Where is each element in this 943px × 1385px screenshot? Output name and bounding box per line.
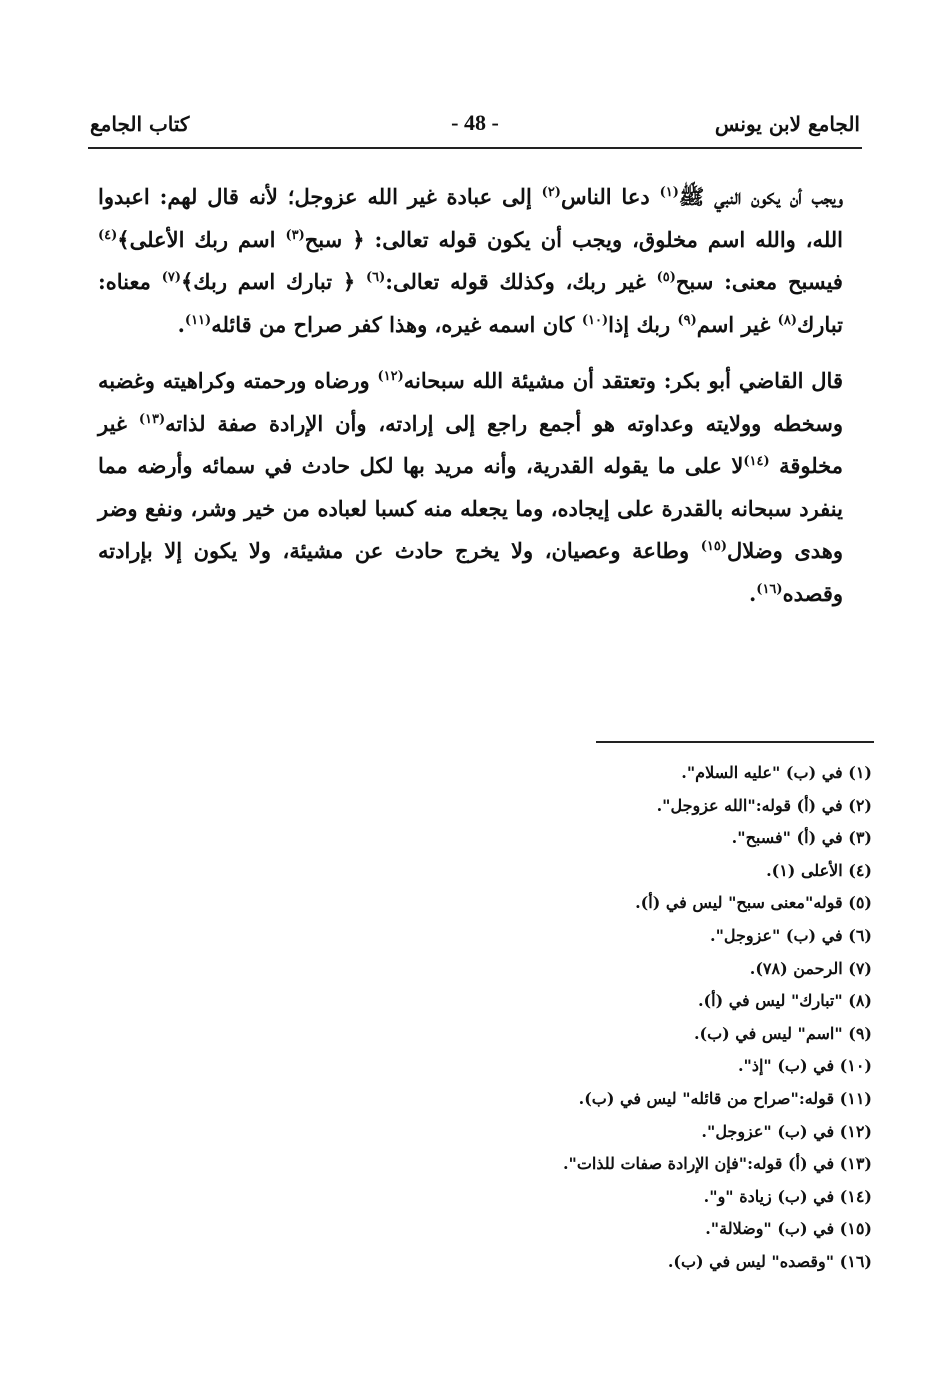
text-run: غير ربك، وكذلك قوله تعالى: (385, 269, 657, 294)
footnote-item: (١) في (ب) "عليه السلام". (681, 763, 872, 782)
footnote-item: (٦) في (ب) "عزوجل". (710, 925, 872, 945)
text-run: غير اسم (696, 311, 778, 337)
header-divider (88, 147, 862, 149)
main-text (98, 176, 843, 615)
footnotes (560, 757, 872, 1279)
footnote-item: (٥) قوله"معنى سبح" ليس في (أ). (635, 893, 872, 913)
text-run: كان اسمه غيره، وهذا كفر صراح من قائله (211, 311, 582, 337)
footnote-ref: (٧) (161, 270, 181, 285)
footnote-item: (١٤) في (ب) زيادة "و". (703, 1186, 872, 1206)
footnote-item: (١٢) في (ب) "عزوجل". (701, 1121, 872, 1141)
text-run: لا على ما يقوله القدرية، وأنه مريد بها لكل حادث في سمائه وأرضه مما ينفرد سبحانه بالقدرة على إيجاده، وما يجعله منه كسبا لعباده من خير وشر، ونفع وضر وهدى وضلال (98, 453, 843, 563)
footnote-item: (٨) "تبارك" ليس في (أ). (697, 991, 872, 1011)
footnote-item: (١٥) في (ب) "وضلالة". (705, 1219, 872, 1239)
page-number: - 48 - (451, 110, 499, 135)
footnote-list (560, 757, 872, 1279)
footnote-ref: (٣) (285, 227, 305, 243)
text-run: ربك إذا (608, 311, 678, 337)
text-run: قال القاضي أبو بكر: وتعتقد أن مشيئة الله سبحانه (403, 368, 843, 393)
footnote-item: (٤) الأعلى (١). (766, 860, 872, 880)
footnote-ref: (١١) (184, 312, 212, 328)
paragraph-1 (98, 176, 843, 346)
text-run: وطاعة وعصيان، ولا يخرج حادث عن مشيئة، ولا يكون إلا بإرادته وقصده (98, 538, 843, 606)
footnote-ref: (١٣) (138, 411, 166, 427)
footnote-item: (٢) في (أ) قوله:"الله عزوجل". (656, 795, 872, 815)
footnote-ref: (٢) (541, 185, 561, 200)
footnote-ref: (١٤) (743, 454, 770, 469)
text-run: ورضاه ورحمته وكراهيته وغضبه وسخطه وولايته وعداوته هو أجمع راجع إلى إرادته، وأن الإرادة صفة لذاته (98, 368, 843, 436)
text-run: اسم ربك الأعلى﴾ (117, 226, 286, 252)
footnote-divider (596, 741, 874, 743)
text-run: دعا الناس (560, 184, 660, 209)
text-run: فيسبح معنى: سبح (675, 269, 843, 294)
text-run: . (748, 580, 757, 606)
footnote-item: (٣) في (أ) "فسبح". (731, 828, 872, 848)
text-run: غير مخلوقة (98, 410, 843, 478)
footnote-ref: (٥) (656, 270, 676, 285)
footnote-ref: (٩) (677, 312, 697, 328)
running-header (90, 112, 860, 142)
text-run: إلى عبادة غير الله عزوجل؛ لأنه قال لهم: اعبدوا الله، والله اسم مخلوق، ويجب أن يكون قوله تعالى: ﴿ سبح (98, 184, 844, 252)
footnote-ref: (١٥) (700, 539, 727, 554)
paragraph-2 (98, 360, 843, 615)
footnote-item: (٩) "اسم" ليس في (ب). (693, 1023, 872, 1043)
text-run: ويجب أن يكون النبي ﷺ (678, 184, 843, 209)
footnote-item: (١٦) "وقصده" ليس في (ب). (667, 1251, 872, 1271)
footnote-ref: (١٢) (377, 369, 404, 384)
footnote-item: (١١) قوله:"صراح من قائله" ليس في (ب). (578, 1088, 872, 1108)
footnote-ref: (٦) (365, 270, 386, 285)
book-title: الجامع لابن يونس (714, 112, 860, 136)
footnote-ref: (٨) (777, 312, 797, 328)
chapter-title: كتاب الجامع (90, 112, 190, 136)
footnote-ref: (١٦) (756, 581, 783, 597)
footnote-item: (١٠) في (ب) "إذ". (737, 1056, 872, 1076)
text-run: ﴿ تبارك اسم ربك﴾ (180, 269, 366, 294)
text-run: معناه: تبارك (98, 269, 843, 337)
footnote-item: (٧) الرحمن (٧٨). (749, 958, 872, 978)
footnote-ref: (٤) (98, 227, 118, 243)
footnote-ref: (١٠) (581, 312, 609, 328)
text-run: . (177, 311, 185, 337)
footnote-ref: (١) (659, 185, 679, 200)
footnote-item: (١٣) في (أ) قوله:"فإن الإرادة صفات للذات". (562, 1154, 872, 1174)
